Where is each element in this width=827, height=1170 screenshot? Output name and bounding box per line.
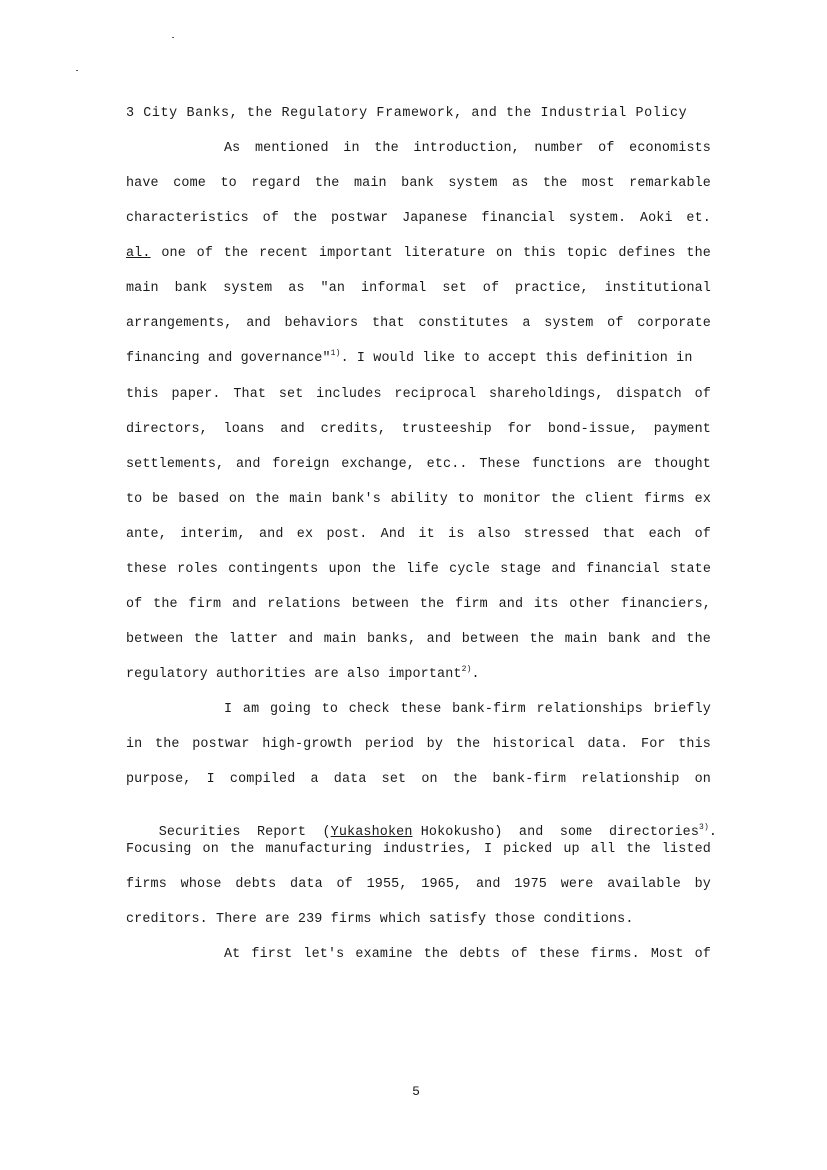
text-line: characteristics of the postwar Japanese financial system. Aoki et. [126, 211, 711, 226]
text-line: al. one of the recent important literature on this topic defines the [126, 246, 711, 261]
text-line: have come to regard the main bank system as the most remarkable [126, 176, 711, 191]
text-line: At first let's examine the debts of these firms. Most of [224, 947, 711, 962]
text-line: to be based on the main bank's ability to monitor the client firms ex [126, 492, 711, 507]
text-line: of the firm and relations between the firm and its other financiers, [126, 597, 711, 612]
text-fragment: regulatory authorities are also important [126, 667, 462, 682]
text-line: arrangements, and behaviors that constitutes a system of corporate [126, 316, 711, 331]
text-fragment: . [471, 667, 480, 682]
text-line [126, 350, 711, 368]
text-line: As mentioned in the introduction, number of economists [224, 141, 711, 156]
text-fragment: Hokokusho) and some directories [412, 825, 700, 840]
text-line: in the postwar high-growth period by the historical data. For this [126, 737, 711, 752]
text-line: ante, interim, and ex post. And it is also stressed that each of [126, 527, 711, 542]
text-line [126, 806, 718, 840]
text-line: firms whose debts data of 1955, 1965, and 1975 were available by [126, 877, 711, 892]
text-line: this paper. That set includes reciprocal shareholdings, dispatch of [126, 387, 711, 402]
text-fragment: . I would like to accept this definition in [340, 351, 693, 366]
footnote-marker: 2) [461, 665, 472, 674]
scan-speck [172, 37, 174, 38]
text-line: Focusing on the manufacturing industries, I picked up all the listed [126, 842, 711, 857]
text-line: main bank system as "an informal set of practice, institutional [126, 281, 711, 296]
page-number: 5 [412, 1084, 420, 1099]
text-line: I am going to check these bank-firm relationships briefly [224, 702, 711, 717]
text-line: between the latter and main banks, and between the main bank and the [126, 632, 711, 647]
text-line: creditors. There are 239 firms which satisfy those conditions. [126, 912, 634, 927]
text-fragment: Securities Report ( [158, 825, 331, 840]
footnote-marker: 3) [699, 823, 709, 832]
text-line: directors, loans and credits, trusteeship for bond-issue, payment [126, 422, 711, 437]
text-line: settlements, and foreign exchange, etc.. These functions are thought [126, 457, 711, 472]
text-fragment: financing and governance" [126, 351, 331, 366]
underlined-abbrev: al. [126, 246, 151, 261]
text-line: purpose, I compiled a data set on the bank-firm relationship on [126, 772, 711, 787]
section-heading: 3 City Banks, the Regulatory Framework, and the Industrial Policy [126, 106, 688, 121]
text-line [126, 666, 711, 684]
text-line: these roles contingents upon the life cycle stage and financial state [126, 562, 711, 577]
text-fragment: . [708, 825, 718, 840]
scan-speck [76, 70, 78, 71]
italic-title: Yukashoken [330, 825, 413, 840]
footnote-marker: 1) [330, 349, 341, 358]
